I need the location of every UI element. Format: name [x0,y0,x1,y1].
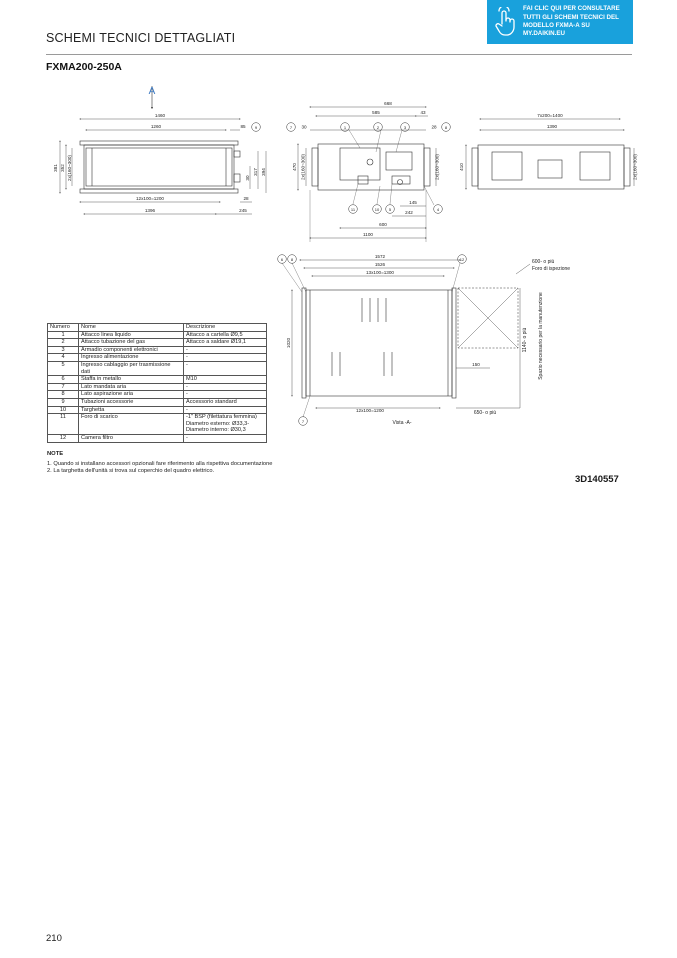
table-row [48,434,267,442]
front-view [60,86,266,214]
table-row [48,391,267,399]
rear-view [466,119,634,189]
cta-line-3: MODELLO FXMA-A SU MY.DAIKIN.EU [523,22,590,38]
table-row [48,383,267,391]
row-description: M10 [184,376,267,384]
rear-dim-flange: 2x(160~300) [632,154,638,180]
row-number: 10 [48,406,79,414]
inspection-hole-label: Foro di ispezione [532,266,571,272]
row-name: Lato aspirazione aria [79,391,184,399]
front-dim-245: 245 [239,208,247,213]
side-dim-1100: 1100 [363,232,373,237]
top-dim-pitch: 13x100=1300 [366,270,394,275]
side-callout-8: 8 [444,124,448,130]
rear-dim-1390: 1390 [546,124,558,129]
side-callout-2: 2 [376,124,380,130]
row-name: Ingresso cablaggio per trasmissione dati [79,361,184,375]
side-dim-43: 43 [420,110,426,115]
top-dim-1526: 1526 [374,262,386,267]
front-dim-pitch: 12x100=1200 [136,196,164,201]
row-description: - [184,361,267,375]
row-description: - [184,406,267,414]
row-description: - [184,354,267,362]
row-name: Attacco tubazione del gas [79,339,184,347]
top-callout-12: 12 [459,256,465,262]
notes-heading: NOTE [47,451,64,457]
row-number: 3 [48,346,79,354]
side-dim-600: 600 [379,222,387,227]
top-dim-150: 150 [472,362,480,367]
side-dim-left-flange: 2x(160~300) [300,154,306,180]
row-description: Attacco a cartella Ø9,5 [184,331,267,339]
row-number: 6 [48,376,79,384]
front-dim-30: 30 [245,175,250,181]
row-name: Attacco linea liquido [79,331,184,339]
row-number: 12 [48,434,79,442]
side-callout-11: 11 [350,206,356,212]
row-number: 1 [48,331,79,339]
column-header-description: Descrizione [184,324,267,332]
table-row [48,339,267,347]
row-name: Foro di scarico [79,414,184,435]
top-callout-7: 7 [301,418,305,424]
column-header-number: Numero [48,324,79,332]
side-callout-5: 5 [388,206,392,212]
table-row [48,331,267,339]
table-header-row [48,324,267,332]
table-row [48,406,267,414]
side-dim-585: 585 [372,110,380,115]
schematics-link-button[interactable] [487,0,633,44]
side-dim-668: 668 [384,101,392,106]
view-a-caption: Vista -A- [392,420,412,426]
page-section-title: SCHEMI TECNICI DETTAGLIATI [46,31,236,45]
row-number: 11 [48,414,79,435]
side-callout-4: 4 [436,206,440,212]
hand-pointer-icon [493,7,517,37]
front-dim-381: 381 [53,164,58,172]
table-row [48,414,267,435]
row-description [184,414,267,435]
row-name: Camera filtro [79,434,184,442]
side-callout-10: 10 [374,206,380,212]
row-number: 7 [48,383,79,391]
model-title: FXMA200-250A [46,61,122,73]
top-dim-1020: 1020 [286,337,291,349]
notes-list [47,461,277,475]
top-callout-8: 8 [290,256,294,262]
side-dim-right-flange: 2x(160~300) [434,154,440,180]
row-description-line: Diametro esterno: Ø33,3- [186,420,250,427]
table-row [48,346,267,354]
front-callout-9: 9 [254,124,258,130]
parts-table [47,323,267,443]
front-dim-bottom-width: 1396 [144,208,156,213]
side-callout-7: 7 [289,124,293,130]
side-callout-1: 1 [343,124,347,130]
row-description-line: Diametro interno: Ø30,3 [186,427,246,434]
side-view [287,107,451,242]
table-row [48,376,267,384]
row-name: Armadio componenti elettronici [79,346,184,354]
service-space-caption: Spazio necessario per la manutenzione [538,292,544,380]
row-number: 9 [48,398,79,406]
side-callout-3: 3 [403,124,407,130]
front-dim-overall-width: 1460 [154,113,166,118]
side-dim-145: 145 [409,200,417,205]
row-description: - [184,434,267,442]
table-row [48,354,267,362]
top-dim-1572: 1572 [374,254,386,259]
column-header-name: Nome [79,324,184,332]
front-dim-body-width: 1260 [150,124,162,129]
row-description-line: -1" BSP (filettatura femmina) [186,414,257,421]
row-description: - [184,383,267,391]
front-dim-28: 28 [243,196,249,201]
row-name: Staffa in metallo [79,376,184,384]
row-description: - [184,346,267,354]
service-side-space-label: 1140- o più [522,327,528,353]
side-dim-30: 30 [301,124,307,130]
view-arrow-label: A [148,86,156,97]
rear-dim-pitch: 7x200=1400 [537,113,563,118]
top-callout-6: 6 [280,256,284,262]
front-dim-flange: 2x(160~300) [67,155,72,181]
top-dim-bottom-pitch: 12x100=1200 [356,408,384,413]
row-name: Ingresso alimentazione [79,354,184,362]
front-dim-side: 85 [240,124,246,129]
service-bottom-space-label: 650- o più [473,410,497,416]
table-row [48,398,267,406]
cta-line-1: FAI CLIC QUI PER CONSULTARE [523,5,620,13]
table-row [48,361,267,375]
drawing-code: 3D140557 [575,474,619,485]
note-item: 1. Quando si installano accessori opzionali fare riferimento alla rispettiva documentazione [47,461,273,467]
row-description: Attacco a saldare Ø19,1 [184,339,267,347]
row-number: 5 [48,361,79,375]
side-dim-28: 28 [431,124,437,130]
row-number: 2 [48,339,79,347]
row-description: - [184,391,267,399]
front-dim-317: 317 [253,168,258,176]
top-view [278,255,530,426]
row-description: Accessorio standard [184,398,267,406]
row-name: Targhetta [79,406,184,414]
row-number: 4 [48,354,79,362]
rear-dim-410: 410 [459,163,464,171]
side-dim-470: 470 [292,163,297,171]
page-number: 210 [46,933,62,944]
front-dim-352: 352 [60,164,65,172]
cta-line-2: TUTTI GLI SCHEMI TECNICI DEL [523,13,619,21]
row-name: Tubazioni accessorie [79,398,184,406]
row-number: 8 [48,391,79,399]
header-divider [46,54,632,55]
inspection-space-label: 600- o più [532,259,555,265]
note-item: 2. La targhetta dell'unità si trova sul coperchio del quadro elettrico. [47,468,215,474]
side-dim-242: 242 [405,210,413,215]
front-dim-394: 394 [261,168,266,176]
row-name: Lato mandata aria [79,383,184,391]
